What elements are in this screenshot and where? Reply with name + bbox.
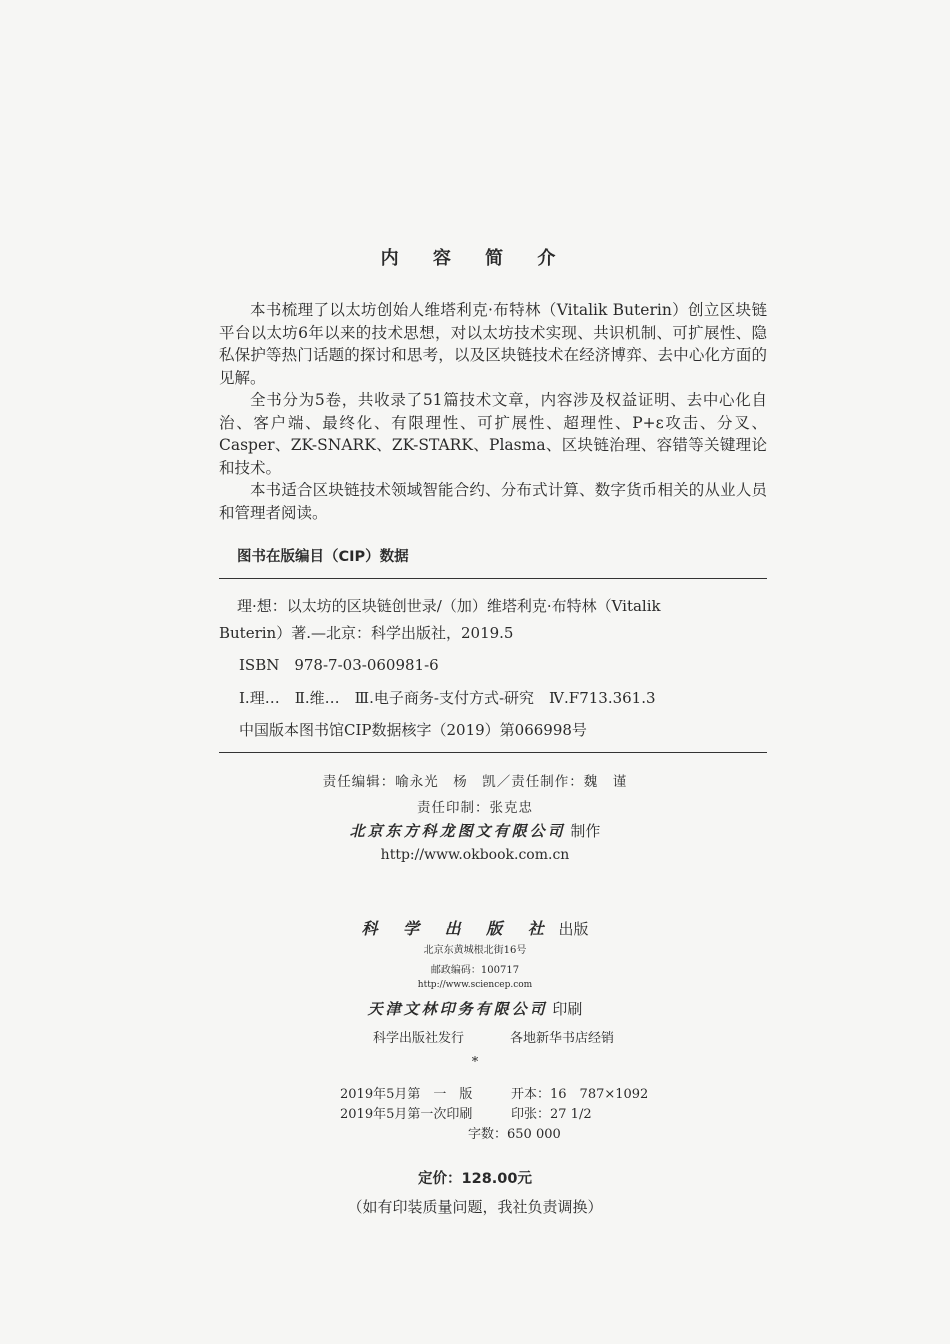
seller: 各地新华书店经销 [510,1031,615,1046]
issuer: 科学出版社发行 [373,1031,465,1046]
cip-record: 中国版本图书馆CIP数据核字（2019）第066998号 [239,721,587,739]
printing: 2019年5月第一次印刷 [340,1107,473,1122]
cip-title-line: Buterin）著.—北京：科学出版社，2019.5 [219,624,514,642]
intro-paragraph: 本书适合区块链技术领域智能合约、分布式计算、数字货币相关的从业人员和管理者阅读。 [219,481,767,522]
producer-line [0,820,950,841]
edition: 2019年5月第 一 版 [340,1087,473,1102]
price: 定价：128.00元 [418,1171,532,1187]
editors-credit: 责任编辑：喻永光 杨 凯／责任制作：魏 谨 [322,774,628,790]
printer-line [0,998,950,1019]
intro-paragraph: 本书梳理了以太坊创始人维塔利克·布特林（Vitalik Buterin）创立区块链平台以太坊6年以来的技术思想，对以太坊技术实现、共识机制、可扩展性、隐私保护等热门话题的探讨和思考，以及区块链技术在经济博弈、去中心化方面的见解。 [219,301,767,387]
intro-title: 内 容 简 介 [380,248,570,269]
printing-supervisor: 责任印制：张克忠 [417,800,533,816]
cip-isbn: ISBN 978-7-03-060981-6 [239,656,439,674]
cip-bottom-rule [219,752,767,753]
publisher-role: 出版 [558,920,589,938]
publisher-address: 北京东黄城根北街16号 [423,945,527,956]
cip-title-line: 理·想：以太坊的区块链创世录/（加）维塔利克·布特林（Vitalik [237,597,661,615]
format: 开本：16 787×1092 [511,1087,649,1102]
cip-top-rule [219,578,767,579]
producer-url: http://www.okbook.com.cn [380,847,570,863]
cip-heading: 图书在版编目（CIP）数据 [237,549,409,565]
sheets: 印张：27 1/2 [511,1107,592,1122]
printer-role: 印刷 [552,1000,583,1018]
producer-role: 制作 [570,822,601,840]
quality-note: （如有印装质量问题，我社负责调换） [347,1198,603,1216]
publisher-postcode: 邮政编码：100717 [430,965,520,976]
intro-paragraph: 全书分为5卷，共收录了51篇技术文章，内容涉及权益证明、去中心化自治、客户端、最终化、有限理性、可扩展性、超理性、P+ε攻击、分叉、Casper、ZK-SNARK、ZK-STARK、Plasma、区块链治理、容错等关键理论和技术。 [219,391,767,477]
publisher-url: http://www.sciencep.com [417,980,533,990]
producer-name: 北京东方科龙图文有限公司 [349,822,566,840]
separator-asterisk: * [471,1055,479,1070]
intro-body [219,299,767,524]
word-count: 字数：650 000 [468,1127,561,1142]
cip-classification: Ⅰ.理… Ⅱ.维… Ⅲ.电子商务-支付方式-研究 Ⅳ.F713.361.3 [239,689,656,707]
printer-name: 天津文林印务有限公司 [367,1000,548,1018]
publisher-name: 科 学 出 版 社 [361,919,554,938]
publisher-line [0,916,950,939]
